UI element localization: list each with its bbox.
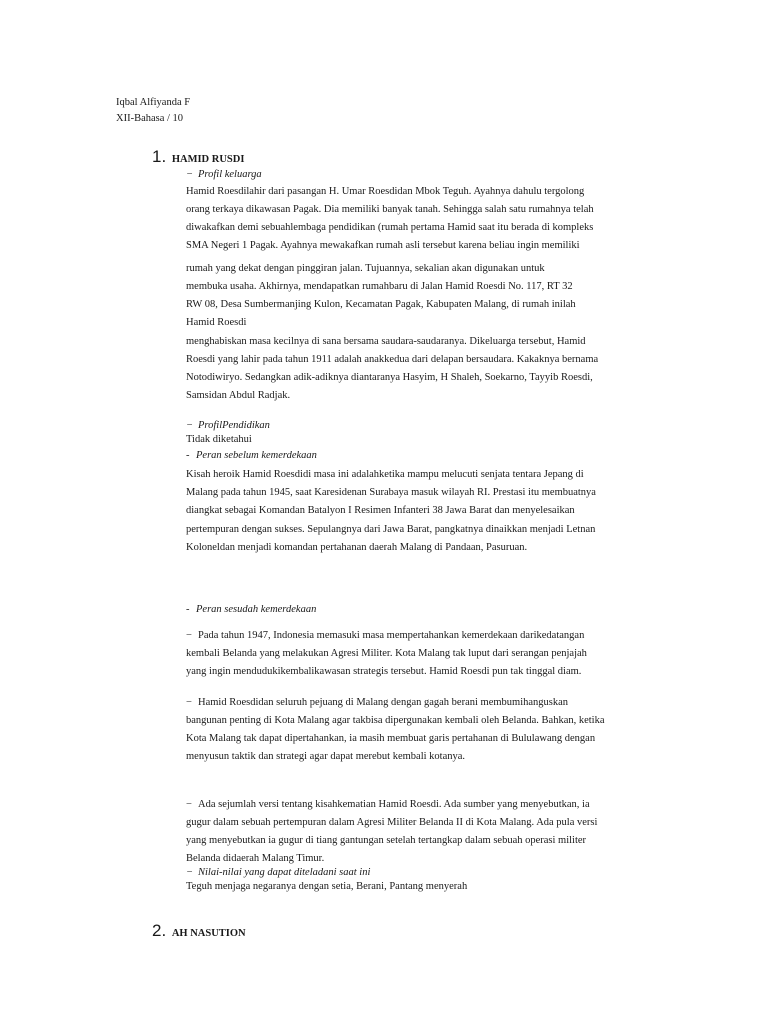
family-heading: − Profil keluarga [186,169,262,180]
section-2-title: AH NASUTION [171,928,246,939]
family-paragraph-3: menghabiskan masa kecilnya di sana bersama saudara-saudaranya. Dikeluarga tersebut, Hamid Roesdi yang lahir pada tahun 1911 adalah anakkedua dari delapan bersaudara. Kakaknya bernama Notodiwiryo. Sedangkan adik-adiknya diantaranya Hasyim, H Shaleh, Soekarno, Tayyib Roesdi, Samsidan Abdul Radjak. [186,336,599,401]
family-paragraph-2: rumah yang dekat dengan pinggiran jalan. Tujuannya, sekalian akan digunakan untuk membuka usaha. Akhirnya, mendapatkan rumahbaru di Jalan Hamid Roesdi No. 117, RT 32 RW 08, Desa Sumbermanjing Kulon, Kecamatan Pagak, Kabupaten Malang, di rumah inilah Hamid Roesdi [186,263,576,328]
after-bullet-2: − Hamid Roesdidan seluruh pejuang di Malang dengan gagah berani membumihanguskan bangunan penting di Kota Malang agar takbisa dipergunakan kembali oleh Belanda. Bahkan, ketika Kota Malang tak dapat dipertahankan, ia masih membuat garis pertahanan di Bululawang dengan menyusun taktik dan strategi agar dapat merebut kembali kotanya. [186,697,605,762]
before-paragraph-2: pertempuran dengan sukses. Sepulangnya dari Jawa Barat, pangkatnya dinaikkan menjadi Letnan Koloneldan menjadi komandan pertahanan daerah Malang di Pandaan, Pasuruan. [186,524,596,553]
values-text: Teguh menjaga negaranya dengan setia, Berani, Pantang menyerah [186,881,468,892]
after-independence-heading: - Peran sesudah kemerdekaan [186,604,317,615]
after-bullet-3: − Ada sejumlah versi tentang kisahkematian Hamid Roesdi. Ada sumber yang menyebutkan, ia gugur dalam sebuah pertempuran dalam Agresi Militer Belanda II di Kota Malang. Ada pula versi yang menyebutkan ia gugur di tiang gantungan setelah tertangkap dalam sebuah operasi militer Belanda didaerah Malang Timur. [186,799,598,864]
education-text: Tidak diketahui [186,434,252,445]
section-1-heading [152,147,244,167]
values-heading: − Nilai-nilai yang dapat diteladani saat ini [186,867,371,878]
after-bullet-1: − Pada tahun 1947, Indonesia memasuki masa mempertahankan kemerdekaan darikedatangan kembali Belanda yang melakukan Agresi Militer. Kota Malang tak luput dari serangan penjajah yang ingin mendudukikembalikawasan strategis tersebut. Hamid Roesdi pun tak tinggal diam. [186,630,587,677]
section-2-number: 2. [152,921,167,940]
section-2-heading [152,921,246,941]
section-1-title: HAMID RUSDI [171,154,245,165]
author-name: Iqbal Alfiyanda F [116,97,191,108]
author-class: XII-Bahasa / 10 [116,113,184,124]
education-heading: − ProfilPendidikan [186,420,270,431]
family-paragraph-1: Hamid Roesdilahir dari pasangan H. Umar Roesdidan Mbok Teguh. Ayahnya dahulu tergolong orang terkaya dikawasan Pagak. Dia memiliki banyak tanah. Sehingga salah satu rumahnya telah diwakafkan demi sebuahlembaga pendidikan (rumah pertama Hamid saat itu berada di kompleks SMA Negeri 1 Pagak. Ayahnya mewakafkan rumah asli tersebut karena beliau ingin memiliki [186,186,594,251]
before-paragraph-1: Kisah heroik Hamid Roesdidi masa ini adalahketika mampu melucuti senjata tentara Jepang di Malang pada tahun 1945, saat Karesidenan Surabaya masuk wilayah RI. Prestasi itu membuatnya diangkat sebagai Komandan Batalyon I Resimen Infanteri 38 Jawa Barat dan menyelesaikan [186,469,596,516]
section-1-number: 1. [152,147,167,166]
before-independence-heading: - Peran sebelum kemerdekaan [186,450,317,461]
